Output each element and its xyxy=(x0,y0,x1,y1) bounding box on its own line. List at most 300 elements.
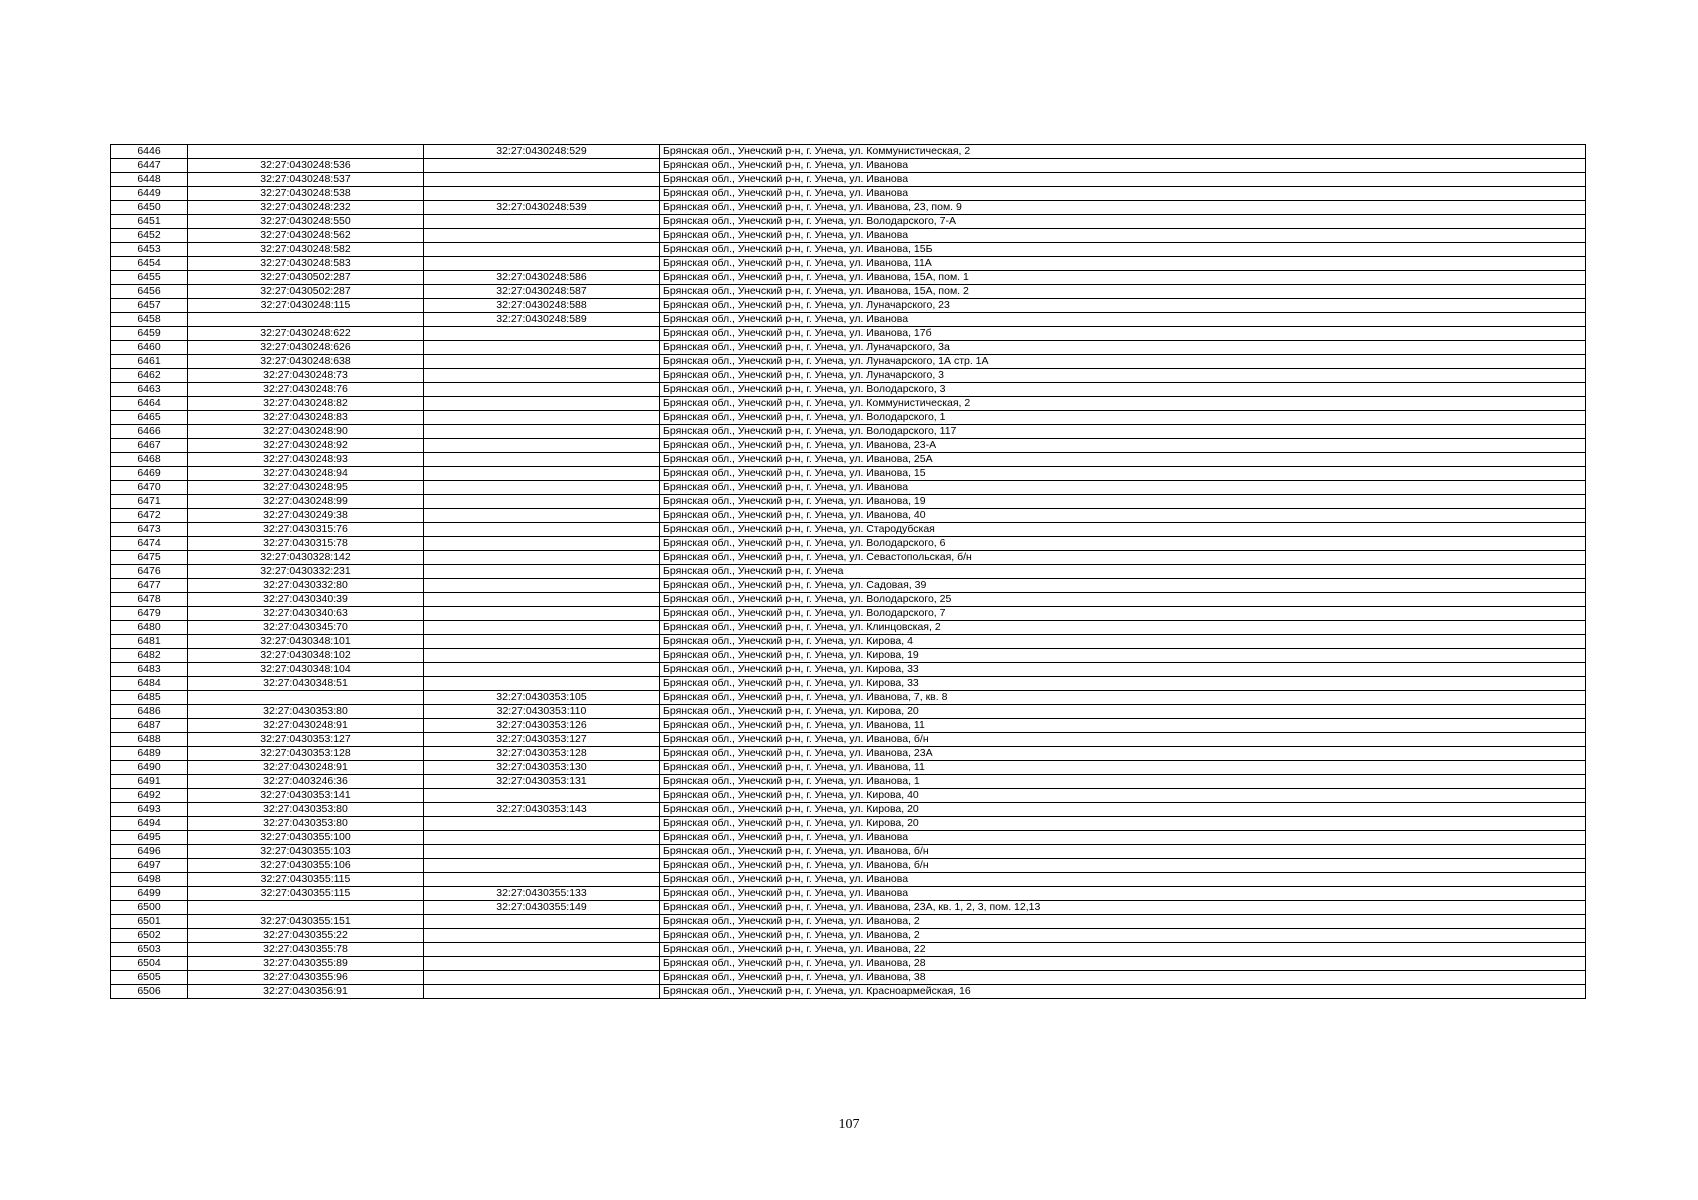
row-number-cell: 6499 xyxy=(111,887,188,901)
address-cell: Брянская обл., Унечский р-н, г. Унеча, ул. Иванова, 23-А xyxy=(660,439,1586,453)
object-cadastral-number-cell: 32:27:0430353:131 xyxy=(424,775,660,789)
cadastral-number-cell: 32:27:0430332:80 xyxy=(188,579,424,593)
cadastral-number-cell: 32:27:0430248:82 xyxy=(188,397,424,411)
table-row xyxy=(111,901,1586,915)
cadastral-number-cell: 32:27:0430353:80 xyxy=(188,803,424,817)
table-row xyxy=(111,845,1586,859)
object-cadastral-number-cell xyxy=(424,215,660,229)
row-number-cell: 6498 xyxy=(111,873,188,887)
table-row xyxy=(111,369,1586,383)
cadastral-number-cell: 32:27:0430248:638 xyxy=(188,355,424,369)
address-cell: Брянская обл., Унечский р-н, г. Унеча, ул. Иванова, 28 xyxy=(660,957,1586,971)
object-cadastral-number-cell xyxy=(424,593,660,607)
address-cell: Брянская обл., Унечский р-н, г. Унеча, ул. Севастопольская, б/н xyxy=(660,551,1586,565)
row-number-cell: 6501 xyxy=(111,915,188,929)
address-cell: Брянская обл., Унечский р-н, г. Унеча, ул. Иванова xyxy=(660,159,1586,173)
table-row xyxy=(111,229,1586,243)
address-cell: Брянская обл., Унечский р-н, г. Унеча, ул. Кирова, 33 xyxy=(660,663,1586,677)
table-row xyxy=(111,775,1586,789)
row-number-cell: 6505 xyxy=(111,971,188,985)
row-number-cell: 6471 xyxy=(111,495,188,509)
object-cadastral-number-cell: 32:27:0430248:589 xyxy=(424,313,660,327)
row-number-cell: 6486 xyxy=(111,705,188,719)
cadastral-number-cell: 32:27:0430248:536 xyxy=(188,159,424,173)
cadastral-number-cell: 32:27:0430355:22 xyxy=(188,929,424,943)
table-row xyxy=(111,747,1586,761)
address-cell: Брянская обл., Унечский р-н, г. Унеча, ул. Иванова xyxy=(660,481,1586,495)
row-number-cell: 6460 xyxy=(111,341,188,355)
address-cell: Брянская обл., Унечский р-н, г. Унеча, ул. Иванова, 38 xyxy=(660,971,1586,985)
address-cell: Брянская обл., Унечский р-н, г. Унеча, ул. Иванова, 2 xyxy=(660,915,1586,929)
object-cadastral-number-cell xyxy=(424,495,660,509)
address-cell: Брянская обл., Унечский р-н, г. Унеча, ул. Володарского, 1 xyxy=(660,411,1586,425)
cadastral-number-cell xyxy=(188,901,424,915)
table-row xyxy=(111,663,1586,677)
row-number-cell: 6452 xyxy=(111,229,188,243)
table-row xyxy=(111,411,1586,425)
cadastral-number-cell xyxy=(188,145,424,159)
address-cell: Брянская обл., Унечский р-н, г. Унеча, ул. Иванова, б/н xyxy=(660,845,1586,859)
object-cadastral-number-cell xyxy=(424,831,660,845)
object-cadastral-number-cell xyxy=(424,187,660,201)
object-cadastral-number-cell: 32:27:0430353:143 xyxy=(424,803,660,817)
object-cadastral-number-cell: 32:27:0430353:105 xyxy=(424,691,660,705)
cadastral-number-cell: 32:27:0430248:537 xyxy=(188,173,424,187)
cadastral-number-cell: 32:27:0430348:101 xyxy=(188,635,424,649)
row-number-cell: 6500 xyxy=(111,901,188,915)
cadastral-number-cell: 32:27:0430315:78 xyxy=(188,537,424,551)
cadastral-number-cell: 32:27:0430355:103 xyxy=(188,845,424,859)
table-row xyxy=(111,579,1586,593)
table-row xyxy=(111,355,1586,369)
cadastral-number-cell: 32:27:0430248:626 xyxy=(188,341,424,355)
table-row xyxy=(111,887,1586,901)
table-row xyxy=(111,971,1586,985)
object-cadastral-number-cell xyxy=(424,635,660,649)
address-cell: Брянская обл., Унечский р-н, г. Унеча, ул. Луначарского, 1А стр. 1А xyxy=(660,355,1586,369)
table-row xyxy=(111,173,1586,187)
table-row xyxy=(111,803,1586,817)
object-cadastral-number-cell: 32:27:0430355:133 xyxy=(424,887,660,901)
table-row xyxy=(111,341,1586,355)
cadastral-number-cell: 32:27:0430248:550 xyxy=(188,215,424,229)
table-row xyxy=(111,593,1586,607)
table-row xyxy=(111,607,1586,621)
table-row xyxy=(111,565,1586,579)
table-row xyxy=(111,957,1586,971)
object-cadastral-number-cell xyxy=(424,859,660,873)
table-row xyxy=(111,383,1586,397)
address-cell: Брянская обл., Унечский р-н, г. Унеча, ул. Коммунистическая, 2 xyxy=(660,397,1586,411)
address-cell: Брянская обл., Унечский р-н, г. Унеча, ул. Иванова xyxy=(660,873,1586,887)
cadastral-number-cell: 32:27:0430353:141 xyxy=(188,789,424,803)
address-cell: Брянская обл., Унечский р-н, г. Унеча, ул. Иванова, 22 xyxy=(660,943,1586,957)
cadastral-number-cell: 32:27:0430353:80 xyxy=(188,705,424,719)
object-cadastral-number-cell xyxy=(424,537,660,551)
cadastral-number-cell: 32:27:0430332:231 xyxy=(188,565,424,579)
object-cadastral-number-cell xyxy=(424,943,660,957)
cadastral-number-cell: 32:27:0430248:583 xyxy=(188,257,424,271)
address-cell: Брянская обл., Унечский р-н, г. Унеча, ул. Иванова, 25А xyxy=(660,453,1586,467)
object-cadastral-number-cell xyxy=(424,467,660,481)
table-row xyxy=(111,215,1586,229)
address-cell: Брянская обл., Унечский р-н, г. Унеча, ул. Иванова, 23А xyxy=(660,747,1586,761)
row-number-cell: 6449 xyxy=(111,187,188,201)
object-cadastral-number-cell xyxy=(424,425,660,439)
object-cadastral-number-cell xyxy=(424,929,660,943)
cadastral-number-cell: 32:27:0430248:91 xyxy=(188,719,424,733)
object-cadastral-number-cell: 32:27:0430353:126 xyxy=(424,719,660,733)
row-number-cell: 6482 xyxy=(111,649,188,663)
address-cell: Брянская обл., Унечский р-н, г. Унеча, ул. Володарского, 7-А xyxy=(660,215,1586,229)
object-cadastral-number-cell xyxy=(424,369,660,383)
row-number-cell: 6468 xyxy=(111,453,188,467)
row-number-cell: 6470 xyxy=(111,481,188,495)
cadastral-number-cell: 32:27:0430356:91 xyxy=(188,985,424,999)
row-number-cell: 6489 xyxy=(111,747,188,761)
address-cell: Брянская обл., Унечский р-н, г. Унеча, ул. Иванова xyxy=(660,831,1586,845)
row-number-cell: 6467 xyxy=(111,439,188,453)
table-row xyxy=(111,929,1586,943)
page-number: 107 xyxy=(838,1117,860,1132)
cadastral-number-cell: 32:27:0430248:93 xyxy=(188,453,424,467)
address-cell: Брянская обл., Унечский р-н, г. Унеча, ул. Кирова, 20 xyxy=(660,803,1586,817)
address-cell: Брянская обл., Унечский р-н, г. Унеча, ул. Иванова, 2 xyxy=(660,929,1586,943)
row-number-cell: 6465 xyxy=(111,411,188,425)
address-cell: Брянская обл., Унечский р-н, г. Унеча, ул. Иванова, б/н xyxy=(660,859,1586,873)
table-row xyxy=(111,481,1586,495)
table-row xyxy=(111,397,1586,411)
cadastral-number-cell: 32:27:0430353:128 xyxy=(188,747,424,761)
row-number-cell: 6450 xyxy=(111,201,188,215)
table-row xyxy=(111,509,1586,523)
row-number-cell: 6474 xyxy=(111,537,188,551)
table-row xyxy=(111,831,1586,845)
cadastral-number-cell: 32:27:0430348:51 xyxy=(188,677,424,691)
object-cadastral-number-cell xyxy=(424,607,660,621)
row-number-cell: 6475 xyxy=(111,551,188,565)
row-number-cell: 6446 xyxy=(111,145,188,159)
address-cell: Брянская обл., Унечский р-н, г. Унеча, ул. Иванова, 11А xyxy=(660,257,1586,271)
table-row xyxy=(111,285,1586,299)
object-cadastral-number-cell xyxy=(424,621,660,635)
row-number-cell: 6495 xyxy=(111,831,188,845)
object-cadastral-number-cell xyxy=(424,523,660,537)
table-row xyxy=(111,719,1586,733)
table-row xyxy=(111,635,1586,649)
row-number-cell: 6477 xyxy=(111,579,188,593)
cadastral-number-cell: 32:27:0430248:582 xyxy=(188,243,424,257)
address-cell: Брянская обл., Унечский р-н, г. Унеча, ул. Володарского, 25 xyxy=(660,593,1586,607)
object-cadastral-number-cell xyxy=(424,873,660,887)
address-cell: Брянская обл., Унечский р-н, г. Унеча, ул. Володарского, 117 xyxy=(660,425,1586,439)
object-cadastral-number-cell xyxy=(424,355,660,369)
cadastral-number-cell: 32:27:0430355:115 xyxy=(188,887,424,901)
registry-table-body xyxy=(111,145,1586,999)
table-row xyxy=(111,733,1586,747)
table-row xyxy=(111,467,1586,481)
table-row xyxy=(111,495,1586,509)
object-cadastral-number-cell xyxy=(424,327,660,341)
table-row xyxy=(111,915,1586,929)
object-cadastral-number-cell: 32:27:0430248:539 xyxy=(424,201,660,215)
row-number-cell: 6506 xyxy=(111,985,188,999)
table-row xyxy=(111,145,1586,159)
object-cadastral-number-cell xyxy=(424,649,660,663)
address-cell: Брянская обл., Унечский р-н, г. Унеча, ул. Иванова, б/н xyxy=(660,733,1586,747)
object-cadastral-number-cell: 32:27:0430355:149 xyxy=(424,901,660,915)
row-number-cell: 6487 xyxy=(111,719,188,733)
address-cell: Брянская обл., Унечский р-н, г. Унеча, ул. Володарского, 3 xyxy=(660,383,1586,397)
table-row xyxy=(111,159,1586,173)
object-cadastral-number-cell xyxy=(424,481,660,495)
cadastral-number-cell: 32:27:0430328:142 xyxy=(188,551,424,565)
address-cell: Брянская обл., Унечский р-н, г. Унеча, ул. Иванова, 7, кв. 8 xyxy=(660,691,1586,705)
object-cadastral-number-cell xyxy=(424,985,660,999)
cadastral-number-cell: 32:27:0430502:287 xyxy=(188,271,424,285)
cadastral-number-cell: 32:27:0430355:115 xyxy=(188,873,424,887)
table-row xyxy=(111,271,1586,285)
row-number-cell: 6484 xyxy=(111,677,188,691)
cadastral-number-cell: 32:27:0430355:89 xyxy=(188,957,424,971)
cadastral-number-cell: 32:27:0430248:562 xyxy=(188,229,424,243)
address-cell: Брянская обл., Унечский р-н, г. Унеча, ул. Садовая, 39 xyxy=(660,579,1586,593)
cadastral-number-cell: 32:27:0430248:76 xyxy=(188,383,424,397)
cadastral-number-cell: 32:27:0430355:100 xyxy=(188,831,424,845)
address-cell: Брянская обл., Унечский р-н, г. Унеча, ул. Луначарского, 23 xyxy=(660,299,1586,313)
row-number-cell: 6472 xyxy=(111,509,188,523)
address-cell: Брянская обл., Унечский р-н, г. Унеча, ул. Иванова, 23А, кв. 1, 2, 3, пом. 12,13 xyxy=(660,901,1586,915)
address-cell: Брянская обл., Унечский р-н, г. Унеча, ул. Иванова, 23, пом. 9 xyxy=(660,201,1586,215)
row-number-cell: 6451 xyxy=(111,215,188,229)
row-number-cell: 6466 xyxy=(111,425,188,439)
row-number-cell: 6497 xyxy=(111,859,188,873)
object-cadastral-number-cell xyxy=(424,565,660,579)
object-cadastral-number-cell xyxy=(424,971,660,985)
table-row xyxy=(111,439,1586,453)
row-number-cell: 6488 xyxy=(111,733,188,747)
object-cadastral-number-cell xyxy=(424,677,660,691)
cadastral-number-cell: 32:27:0430249:38 xyxy=(188,509,424,523)
object-cadastral-number-cell xyxy=(424,453,660,467)
object-cadastral-number-cell xyxy=(424,397,660,411)
address-cell: Брянская обл., Унечский р-н, г. Унеча, ул. Луначарского, 3 xyxy=(660,369,1586,383)
address-cell: Брянская обл., Унечский р-н, г. Унеча, ул. Красноармейская, 16 xyxy=(660,985,1586,999)
object-cadastral-number-cell xyxy=(424,383,660,397)
address-cell: Брянская обл., Унечский р-н, г. Унеча, ул. Кирова, 33 xyxy=(660,677,1586,691)
row-number-cell: 6457 xyxy=(111,299,188,313)
object-cadastral-number-cell: 32:27:0430248:588 xyxy=(424,299,660,313)
table-row xyxy=(111,299,1586,313)
row-number-cell: 6455 xyxy=(111,271,188,285)
row-number-cell: 6478 xyxy=(111,593,188,607)
row-number-cell: 6461 xyxy=(111,355,188,369)
row-number-cell: 6462 xyxy=(111,369,188,383)
row-number-cell: 6447 xyxy=(111,159,188,173)
cadastral-number-cell: 32:27:0430248:622 xyxy=(188,327,424,341)
table-row xyxy=(111,789,1586,803)
table-row xyxy=(111,649,1586,663)
object-cadastral-number-cell xyxy=(424,411,660,425)
cadastral-number-cell: 32:27:0430340:39 xyxy=(188,593,424,607)
address-cell: Брянская обл., Унечский р-н, г. Унеча, ул. Кирова, 40 xyxy=(660,789,1586,803)
object-cadastral-number-cell xyxy=(424,817,660,831)
table-row xyxy=(111,257,1586,271)
table-row xyxy=(111,453,1586,467)
table-row xyxy=(111,327,1586,341)
cadastral-number-cell: 32:27:0430248:94 xyxy=(188,467,424,481)
cadastral-number-cell: 32:27:0430353:80 xyxy=(188,817,424,831)
row-number-cell: 6493 xyxy=(111,803,188,817)
row-number-cell: 6454 xyxy=(111,257,188,271)
address-cell: Брянская обл., Унечский р-н, г. Унеча, ул. Кирова, 4 xyxy=(660,635,1586,649)
object-cadastral-number-cell xyxy=(424,915,660,929)
row-number-cell: 6491 xyxy=(111,775,188,789)
cadastral-number-cell xyxy=(188,313,424,327)
cadastral-number-cell: 32:27:0430248:73 xyxy=(188,369,424,383)
object-cadastral-number-cell xyxy=(424,173,660,187)
table-row xyxy=(111,691,1586,705)
address-cell: Брянская обл., Унечский р-н, г. Унеча, ул. Иванова, 15А, пом. 1 xyxy=(660,271,1586,285)
address-cell: Брянская обл., Унечский р-н, г. Унеча, ул. Иванова, 15 xyxy=(660,467,1586,481)
table-row xyxy=(111,817,1586,831)
address-cell: Брянская обл., Унечский р-н, г. Унеча, ул. Иванова xyxy=(660,229,1586,243)
address-cell: Брянская обл., Унечский р-н, г. Унеча, ул. Иванова, 11 xyxy=(660,719,1586,733)
row-number-cell: 6476 xyxy=(111,565,188,579)
address-cell: Брянская обл., Унечский р-н, г. Унеча, ул. Володарского, 6 xyxy=(660,537,1586,551)
cadastral-number-cell: 32:27:0430248:83 xyxy=(188,411,424,425)
cadastral-number-cell: 32:27:0430355:106 xyxy=(188,859,424,873)
row-number-cell: 6473 xyxy=(111,523,188,537)
cadastral-number-cell: 32:27:0403246:36 xyxy=(188,775,424,789)
object-cadastral-number-cell: 32:27:0430248:586 xyxy=(424,271,660,285)
row-number-cell: 6503 xyxy=(111,943,188,957)
object-cadastral-number-cell xyxy=(424,509,660,523)
object-cadastral-number-cell: 32:27:0430248:529 xyxy=(424,145,660,159)
object-cadastral-number-cell xyxy=(424,257,660,271)
cadastral-number-cell: 32:27:0430248:92 xyxy=(188,439,424,453)
object-cadastral-number-cell xyxy=(424,845,660,859)
address-cell: Брянская обл., Унечский р-н, г. Унеча, ул. Луначарского, 3а xyxy=(660,341,1586,355)
address-cell: Брянская обл., Унечский р-н, г. Унеча, ул. Иванова, 19 xyxy=(660,495,1586,509)
address-cell: Брянская обл., Унечский р-н, г. Унеча, ул. Иванова, 40 xyxy=(660,509,1586,523)
row-number-cell: 6459 xyxy=(111,327,188,341)
row-number-cell: 6469 xyxy=(111,467,188,481)
table-row xyxy=(111,985,1586,999)
cadastral-number-cell: 32:27:0430355:96 xyxy=(188,971,424,985)
cadastral-number-cell: 32:27:0430248:90 xyxy=(188,425,424,439)
object-cadastral-number-cell xyxy=(424,243,660,257)
table-row xyxy=(111,705,1586,719)
table-row xyxy=(111,761,1586,775)
cadastral-number-cell: 32:27:0430355:78 xyxy=(188,943,424,957)
object-cadastral-number-cell: 32:27:0430248:587 xyxy=(424,285,660,299)
address-cell: Брянская обл., Унечский р-н, г. Унеча, ул. Иванова xyxy=(660,173,1586,187)
table-row xyxy=(111,187,1586,201)
object-cadastral-number-cell xyxy=(424,789,660,803)
cadastral-number-cell: 32:27:0430355:151 xyxy=(188,915,424,929)
row-number-cell: 6492 xyxy=(111,789,188,803)
object-cadastral-number-cell xyxy=(424,579,660,593)
address-cell: Брянская обл., Унечский р-н, г. Унеча, ул. Клинцовская, 2 xyxy=(660,621,1586,635)
object-cadastral-number-cell xyxy=(424,663,660,677)
row-number-cell: 6456 xyxy=(111,285,188,299)
address-cell: Брянская обл., Унечский р-н, г. Унеча, ул. Стародубская xyxy=(660,523,1586,537)
table-row xyxy=(111,859,1586,873)
table-row xyxy=(111,537,1586,551)
row-number-cell: 6479 xyxy=(111,607,188,621)
cadastral-number-cell: 32:27:0430353:127 xyxy=(188,733,424,747)
table-row xyxy=(111,523,1586,537)
object-cadastral-number-cell xyxy=(424,159,660,173)
object-cadastral-number-cell xyxy=(424,229,660,243)
address-cell: Брянская обл., Унечский р-н, г. Унеча, ул. Иванова, 17б xyxy=(660,327,1586,341)
address-cell: Брянская обл., Унечский р-н, г. Унеча, ул. Иванова, 11 xyxy=(660,761,1586,775)
table-row xyxy=(111,201,1586,215)
object-cadastral-number-cell xyxy=(424,551,660,565)
row-number-cell: 6448 xyxy=(111,173,188,187)
address-cell: Брянская обл., Унечский р-н, г. Унеча, ул. Коммунистическая, 2 xyxy=(660,145,1586,159)
row-number-cell: 6481 xyxy=(111,635,188,649)
row-number-cell: 6480 xyxy=(111,621,188,635)
address-cell: Брянская обл., Унечский р-н, г. Унеча, ул. Кирова, 20 xyxy=(660,817,1586,831)
cadastral-number-cell xyxy=(188,691,424,705)
cadastral-number-cell: 32:27:0430248:91 xyxy=(188,761,424,775)
cadastral-number-cell: 32:27:0430348:102 xyxy=(188,649,424,663)
address-cell: Брянская обл., Унечский р-н, г. Унеча, ул. Иванова xyxy=(660,313,1586,327)
table-row xyxy=(111,943,1586,957)
address-cell: Брянская обл., Унечский р-н, г. Унеча, ул. Иванова xyxy=(660,187,1586,201)
row-number-cell: 6463 xyxy=(111,383,188,397)
table-row xyxy=(111,313,1586,327)
row-number-cell: 6453 xyxy=(111,243,188,257)
object-cadastral-number-cell: 32:27:0430353:127 xyxy=(424,733,660,747)
object-cadastral-number-cell: 32:27:0430353:128 xyxy=(424,747,660,761)
row-number-cell: 6504 xyxy=(111,957,188,971)
row-number-cell: 6502 xyxy=(111,929,188,943)
cadastral-number-cell: 32:27:0430315:76 xyxy=(188,523,424,537)
row-number-cell: 6464 xyxy=(111,397,188,411)
cadastral-number-cell: 32:27:0430248:115 xyxy=(188,299,424,313)
cadastral-number-cell: 32:27:0430248:538 xyxy=(188,187,424,201)
table-row xyxy=(111,425,1586,439)
row-number-cell: 6485 xyxy=(111,691,188,705)
cadastral-number-cell: 32:27:0430340:63 xyxy=(188,607,424,621)
cadastral-number-cell: 32:27:0430345:70 xyxy=(188,621,424,635)
cadastral-number-cell: 32:27:0430502:287 xyxy=(188,285,424,299)
object-cadastral-number-cell: 32:27:0430353:110 xyxy=(424,705,660,719)
address-cell: Брянская обл., Унечский р-н, г. Унеча, ул. Иванова, 15А, пом. 2 xyxy=(660,285,1586,299)
cadastral-number-cell: 32:27:0430348:104 xyxy=(188,663,424,677)
row-number-cell: 6490 xyxy=(111,761,188,775)
address-cell: Брянская обл., Унечский р-н, г. Унеча, ул. Кирова, 20 xyxy=(660,705,1586,719)
table-row xyxy=(111,621,1586,635)
address-cell: Брянская обл., Унечский р-н, г. Унеча, ул. Кирова, 19 xyxy=(660,649,1586,663)
row-number-cell: 6483 xyxy=(111,663,188,677)
table-row xyxy=(111,677,1586,691)
cadastral-number-cell: 32:27:0430248:232 xyxy=(188,201,424,215)
address-cell: Брянская обл., Унечский р-н, г. Унеча, ул. Иванова xyxy=(660,887,1586,901)
row-number-cell: 6458 xyxy=(111,313,188,327)
object-cadastral-number-cell xyxy=(424,957,660,971)
cadastral-number-cell: 32:27:0430248:99 xyxy=(188,495,424,509)
registry-table xyxy=(110,144,1586,999)
address-cell: Брянская обл., Унечский р-н, г. Унеча, ул. Иванова, 1 xyxy=(660,775,1586,789)
table-row xyxy=(111,551,1586,565)
table-row xyxy=(111,243,1586,257)
address-cell: Брянская обл., Унечский р-н, г. Унеча xyxy=(660,565,1586,579)
row-number-cell: 6496 xyxy=(111,845,188,859)
